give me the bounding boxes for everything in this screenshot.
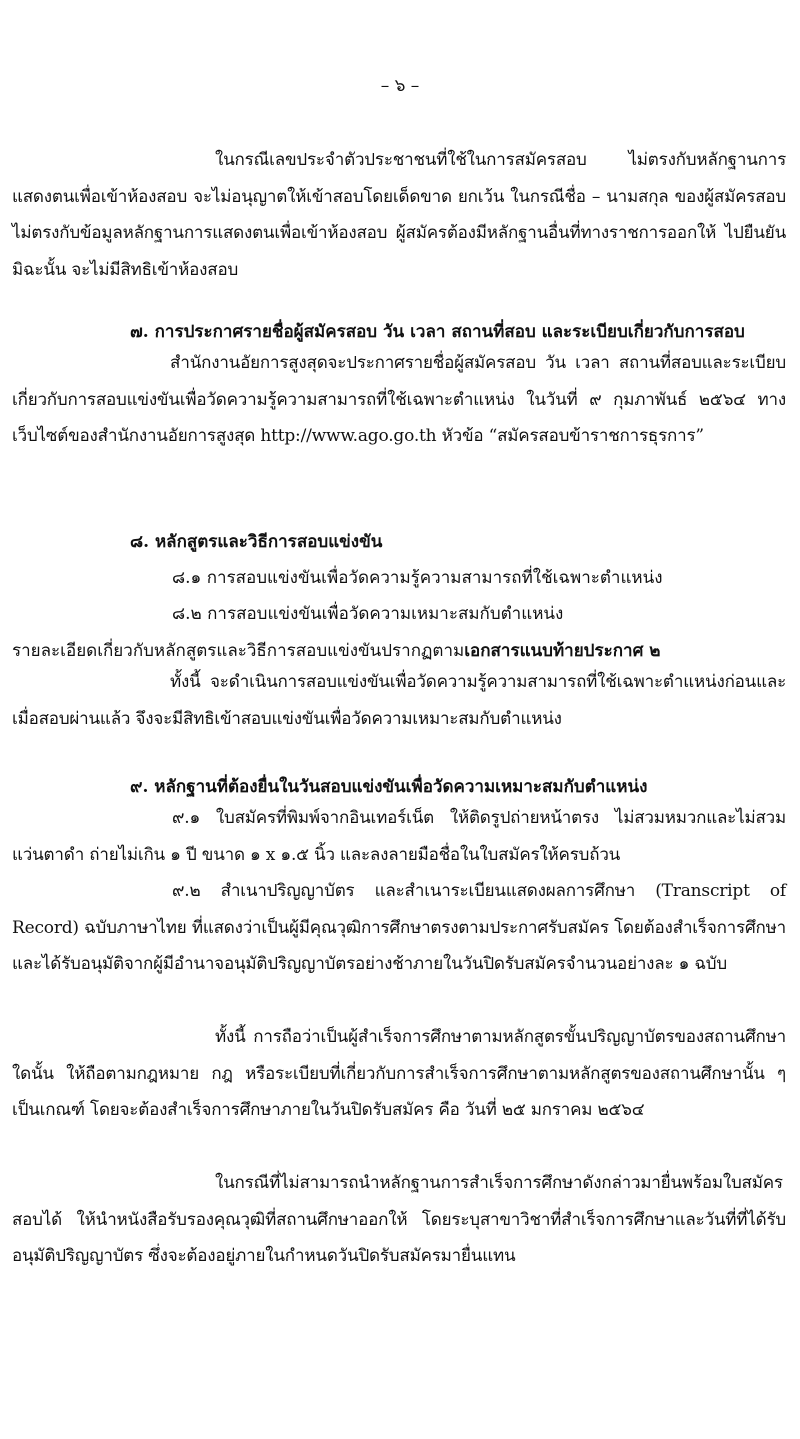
section-8-2: ๘.๒ การสอบแข่งขันเพื่อวัดความเหมาะสมกับตำแหน่ง (172, 604, 564, 624)
section-9-note-graduation: ทั้งนี้ การถือว่าเป็นผู้สำเร็จการศึกษาตามหลักสูตรขั้นปริญญาบัตรของสถานศึกษาใดนั้น ให้ถือตามกฎหมาย กฎ หรือระเบียบที่เกี่ยวกับการสำเร็จการศึกษาตามหลักสูตรของสถานศึกษานั้น ๆ เป็นเกณฑ์ โดยจะต้องสำเร็จการศึกษาภายในวันปิดรับสมัคร คือ วันที่ ๒๕ มกราคม ๒๕๖๔ (12, 1027, 786, 1120)
section-8-heading: ๘. หลักสูตรและวิธีการสอบแข่งขัน (130, 532, 383, 552)
section-7-heading: ๗. การประกาศรายชื่อผู้สมัครสอบ วัน เวลา สถานที่สอบ และระเบียบเกี่ยวกับการสอบ (130, 322, 745, 342)
section-8-note: ทั้งนี้ จะดำเนินการสอบแข่งขันเพื่อวัดความรู้ความสามารถที่ใช้เฉพาะตำแหน่งก่อนและเมื่อสอบผ่านแล้ว จึงจะมีสิทธิเข้าสอบแข่งขันเพื่อวัดความเหมาะสมกับตำแหน่ง (12, 672, 786, 729)
page-number: – ๖ – (380, 76, 420, 96)
section-8-detail (12, 637, 661, 664)
section-9-note-certificate: ในกรณีที่ไม่สามารถนำหลักฐานการสำเร็จการศึกษาดังกล่าวมายื่นพร้อมใบสมัครสอบได้ ให้นำหนังสือรับรองคุณวุฒิที่สถานศึกษาออกให้ โดยระบุสาขาวิชาที่สำเร็จการศึกษาและวันที่ที่ได้รับอนุมัติปริญญาบัตร ซึ่งจะต้องอยู่ภายในกำหนดวันปิดรับสมัครมายื่นแทน (12, 1173, 786, 1266)
section-7-body: สำนักงานอัยการสูงสุดจะประกาศรายชื่อผู้สมัครสอบ วัน เวลา สถานที่สอบและระเบียบเกี่ยวกับการสอบแข่งขันเพื่อวัดความรู้ความสามารถที่ใช้เฉพาะตำแหน่ง ในวันที่ ๙ กุมภาพันธ์ ๒๕๖๔ ทางเว็บไซต์ของสำนักงานอัยการสูงสุด http://www.ago.go.th หัวข้อ “สมัครสอบข้าราชการธุรการ” (12, 353, 786, 446)
section-9-heading: ๙. หลักฐานที่ต้องยื่นในวันสอบแข่งขันเพื่อวัดความเหมาะสมกับตำแหน่ง (130, 777, 648, 797)
section-8-attachment-ref: เอกสารแนบท้ายประกาศ ๒ (464, 641, 661, 661)
section-9-1: ๙.๑ ใบสมัครที่พิมพ์จากอินเทอร์เน็ต ให้ติดรูปถ่ายหน้าตรง ไม่สวมหมวกและไม่สวมแว่นตาดำ ถ่ายไม่เกิน ๑ ปี ขนาด ๑ x ๑.๕ นิ้ว และลงลายมือชื่อในใบสมัครให้ครบถ้วน (12, 808, 786, 865)
section-8-detail-text: รายละเอียดเกี่ยวกับหลักสูตรและวิธีการสอบแข่งขันปรากฏตาม (12, 641, 465, 661)
id-mismatch-paragraph: ในกรณีเลขประจำตัวประชาชนที่ใช้ในการสมัครสอบ ไม่ตรงกับหลักฐานการแสดงตนเพื่อเข้าห้องสอบ จะไม่อนุญาตให้เข้าสอบโดยเด็ดขาด ยกเว้น ในกรณีชื่อ – นามสกุล ของผู้สมัครสอบไม่ตรงกับข้อมูลหลักฐานการแสดงตนเพื่อเข้าห้องสอบ ผู้สมัครต้องมีหลักฐานอื่นที่ทางราชการออกให้ ไปยืนยัน มิฉะนั้น จะไม่มีสิทธิเข้าห้องสอบ (12, 150, 786, 280)
section-9-2: ๙.๒ สำเนาปริญญาบัตร และสำเนาระเบียนแสดงผลการศึกษา (Transcript of Record) ฉบับภาษาไทย ที่แสดงว่าเป็นผู้มีคุณวุฒิการศึกษาตรงตามประกาศรับสมัคร โดยต้องสำเร็จการศึกษาและได้รับอนุมัติจากผู้มีอำนาจอนุมัติปริญญาบัตรอย่างช้าภายในวันปิดรับสมัครจำนวนอย่างละ ๑ ฉบับ (12, 881, 786, 974)
section-8-1: ๘.๑ การสอบแข่งขันเพื่อวัดความรู้ความสามารถที่ใช้เฉพาะตำแหน่ง (172, 568, 663, 588)
